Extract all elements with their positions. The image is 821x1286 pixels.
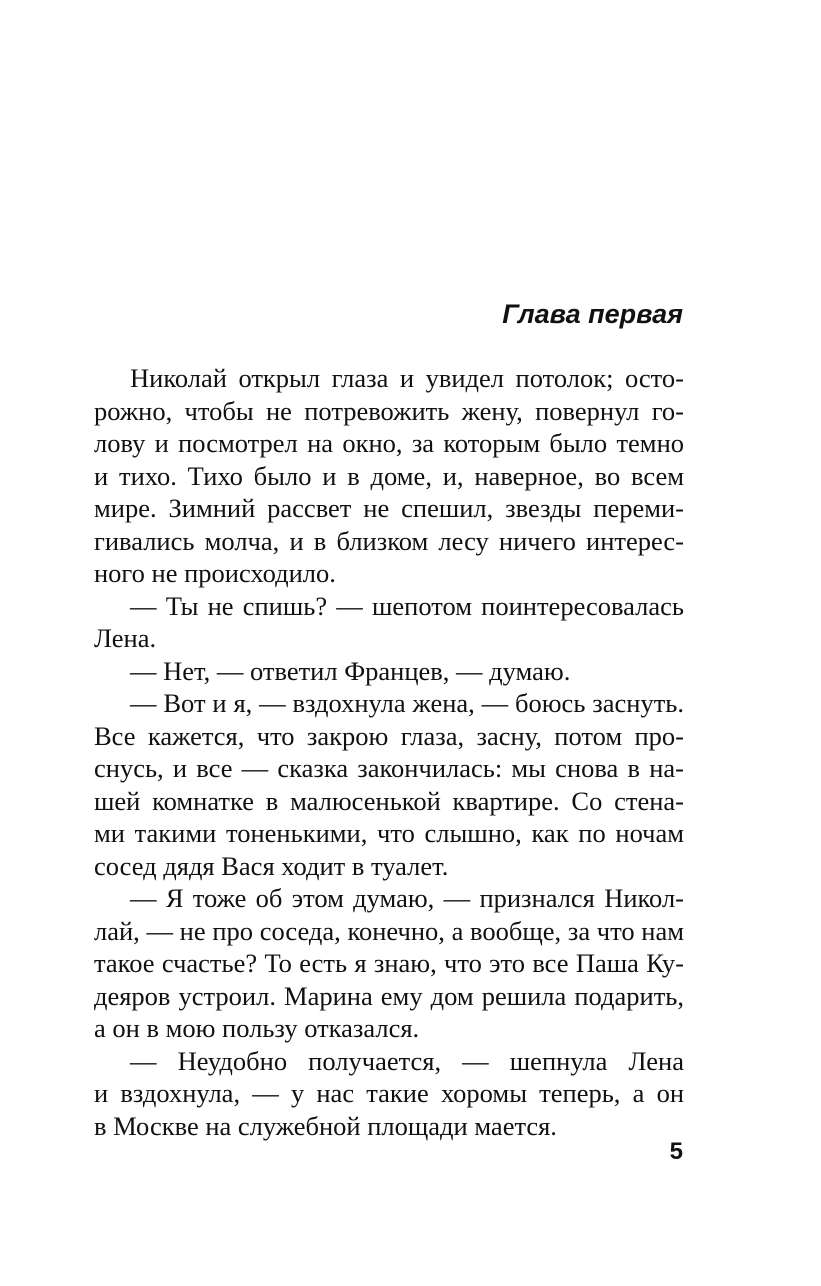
text-line: Николай открыл глаза и увидел потолок; осто- — [130, 363, 684, 393]
text-line: и вздохнула, — у нас такие хоромы теперь, а он — [94, 1078, 684, 1108]
text-line: — Я тоже об этом думаю, — признался Никол- — [130, 883, 684, 913]
text-line: деяров устроил. Марина ему дом решила подарить, — [94, 980, 684, 1011]
text-line: — Ты не спишь? — шепотом поинтересовалась — [130, 590, 684, 621]
text-line: ми такими тоненькими, что слышно, как по ночам — [94, 818, 684, 848]
text-line: рожно, чтобы не потревожить жену, повернул го- — [94, 395, 684, 426]
page-number: 5 — [669, 1138, 683, 1165]
text-line: лай, — не про соседа, конечно, а вообще, за что нам — [94, 915, 684, 946]
text-line: а он в мою пользу отказался. — [94, 1013, 420, 1043]
text-line: мире. Зимний рассвет не спешил, звезды переми- — [94, 493, 684, 523]
text-line: шей комнатке в малюсенькой квартире. Со стена- — [94, 785, 684, 816]
body-text — [94, 362, 684, 1142]
text-line: гивались молча, и в близком лесу ничего интерес- — [94, 525, 684, 556]
text-line: в Москве на служебной площади мается. — [94, 1110, 557, 1141]
chapter-title: Глава первая — [502, 299, 683, 329]
text-line: — Вот и я, — вздохнула жена, — боюсь заснуть. — [130, 688, 684, 718]
text-line: сосед дядя Вася ходит в туалет. — [94, 850, 449, 881]
text-line: лову и посмотрел на окно, за которым было темно — [94, 428, 684, 458]
text-line: ного не происходило. — [94, 558, 336, 588]
text-line: — Нет, — ответил Францев, — думаю. — [130, 655, 571, 686]
text-line: — Неудобно получается, — шепнула Лена — [130, 1045, 684, 1076]
text-line: такое счастье? То есть я знаю, что это все Паша Ку- — [94, 948, 684, 978]
text-line: Лена. — [94, 623, 157, 653]
text-line: снусь, и все — сказка закончилась: мы снова в на- — [94, 753, 684, 783]
text-line: Все кажется, что закрою глаза, засну, потом про- — [94, 720, 684, 751]
text-line: и тихо. Тихо было и в доме, и, наверное, во всем — [94, 460, 684, 491]
